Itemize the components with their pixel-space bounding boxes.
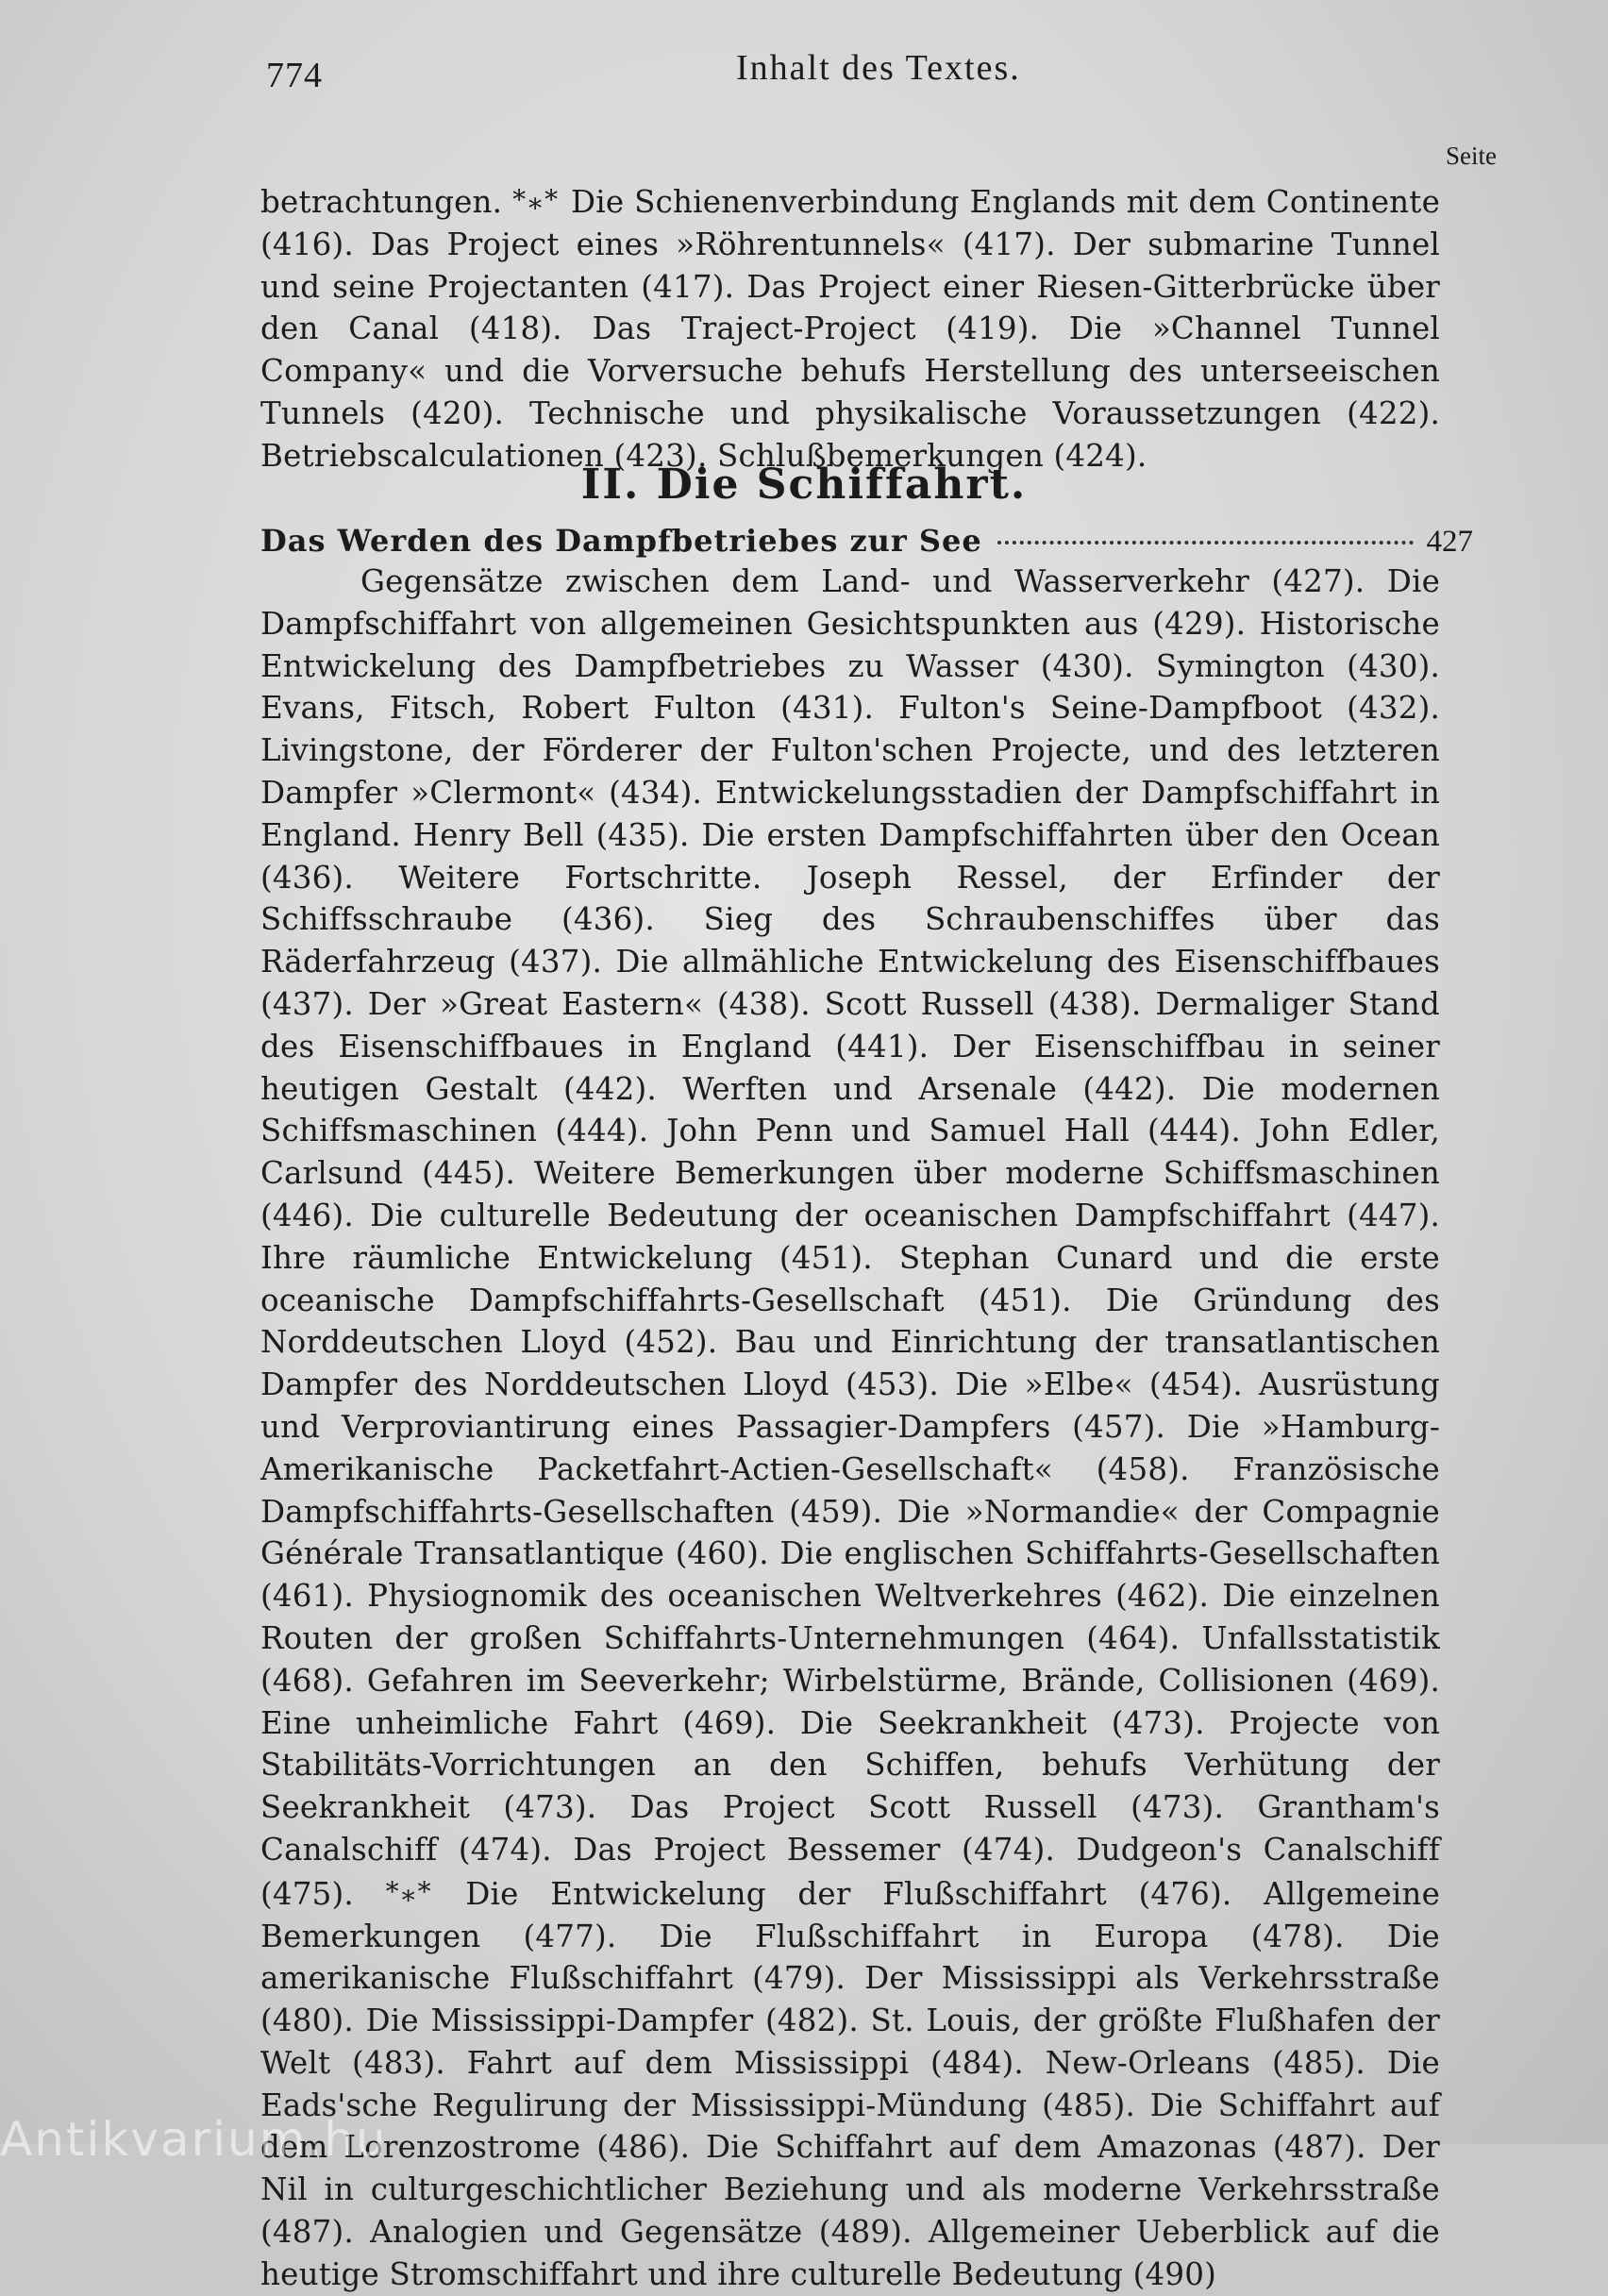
asterism-separator: *⁎* — [385, 1875, 434, 1907]
section-heading: II. Die Schiffahrt. — [580, 461, 1028, 509]
watermark: Antikvarium.hu — [0, 2112, 388, 2167]
toc-entry-page-number: 427 — [1426, 525, 1473, 559]
page-number: 774 — [266, 56, 323, 95]
continued-paragraph — [260, 179, 1440, 478]
dot-leader — [997, 541, 1414, 545]
continued-text-before-stars: betrachtungen. — [260, 184, 503, 220]
running-head: Inhalt des Textes. — [736, 48, 1021, 88]
continued-text-after-stars: Die Schienenverbindung Englands mit dem Continente (416). Das Project eines »Röhrentunnels« (417). Der submarine Tunnel und seine Projectanten (417). Das Project einer Riesen-Gitterbrücke über den Canal (418). Das Traject-Project (419). Die »Channel Tunnel Company« und die Vorversuche behufs Herstellung des unterseeischen Tunnels (420). Technische und physikalische Voraussetzungen (422). Betriebscalculationen (423). Schlußbemerkungen (424). — [260, 184, 1441, 474]
entry-text-after-stars: Die Entwickelung der Flußschiffahrt (476). Allgemeine Bemerkungen (477). Die Flußschiffahrt in Europa (478). Die amerikanische Flußschiffahrt (479). Der Mississippi als Verkehrsstraße (480). Die Mississippi-Dampfer (482). St. Louis, der größte Flußhafen der Welt (483). Fahrt auf dem Mississippi (484). New-Orleans (485). Die Eads'sche Regulirung der Mississippi-Mündung (485). Die Schiffahrt auf dem Lorenzostrome (486). Die Schiffahrt auf dem Amazonas (487). Der Nil in culturgeschichtlicher Beziehung und als moderne Verkehrsstraße (487). Analogien und Gegensätze (489). Allgemeiner Ueberblick auf die heutige Stromschiffahrt und ihre culturelle Bedeutung (490) — [260, 1875, 1440, 2292]
toc-entry-title: Das Werden des Dampfbetriebes zur See — [260, 523, 982, 559]
entry-description — [260, 561, 1440, 2296]
asterism-separator: *⁎* — [512, 184, 561, 215]
entry-text-before-stars: Gegensätze zwischen dem Land- und Wasserverkehr (427). Die Dampfschiffahrt von allgemeinen Gesichtspunkten aus (429). Historische Entwickelung des Dampfbetriebes zu Wasser (430). Symington (430). Evans, Fitsch, Robert Fulton (431). Fulton's Seine-Dampfboot (432). Livingstone, der Förderer der Fulton'schen Projecte, und des letzteren Dampfer »Clermont« (434). Entwickelungsstadien der Dampfschiffahrt in England. Henry Bell (435). Die ersten Dampfschiffahrten über den Ocean (436). Weitere Fortschritte. Joseph Ressel, der Erfinder der Schiffsschraube (436). Sieg des Schraubenschiffes über das Räderfahrzeug (437). Die allmähliche Entwickelung des Eisenschiffbaues (437). Der »Great Eastern« (438). Scott Russell (438). Dermaliger Stand des Eisenschiffbaues in England (441). Der Eisenschiffbau in seiner heutigen Gestalt (442). Werften und Arsenale (442). Die modernen Schiffsmaschinen (444). John Penn und Samuel Hall (444). John Edler, Carlsund (445). Weitere Bemerkungen über moderne Schiffsmaschinen (446). Die culturelle Bedeutung der oceanischen Dampfschiffahrt (447). Ihre räumliche Entwickelung (451). Stephan Cunard und die erste oceanische Dampfschiffahrts-Gesellschaft (451). Die Gründung des Norddeutschen Lloyd (452). Bau und Einrichtung der transatlantischen Dampfer des Norddeutschen Lloyd (453). Die »Elbe« (454). Ausrüstung und Verproviantirung eines Passagier-Dampfers (457). Die »Hamburg-Amerikanische Packetfahrt-Actien-Gesellschaft« (458). Französische Dampfschiffahrts-Gesellschaften (459). Die »Normandie« der Compagnie Générale Transatlantique (460). Die englischen Schiffahrts-Gesellschaften (461). Physiognomik des oceanischen Weltverkehres (462). Die einzelnen Routen der großen Schiffahrts-Unternehmungen (464). Unfallsstatistik (468). Gefahren im Seeverkehr; Wirbelstürme, Brände, Collisionen (469). Eine unheimliche Fahrt (469). Die Seekrankheit (473). Projecte von Stabilitäts-Vorrichtungen an den Schiffen, behufs Verhütung der Seekrankheit (473). Das Project Scott Russell (473). Grantham's Canalschiff (474). Das Project Bessemer (474). Dudgeon's Canalschiff (475). — [260, 563, 1440, 1912]
seite-label: Seite — [1446, 142, 1497, 170]
